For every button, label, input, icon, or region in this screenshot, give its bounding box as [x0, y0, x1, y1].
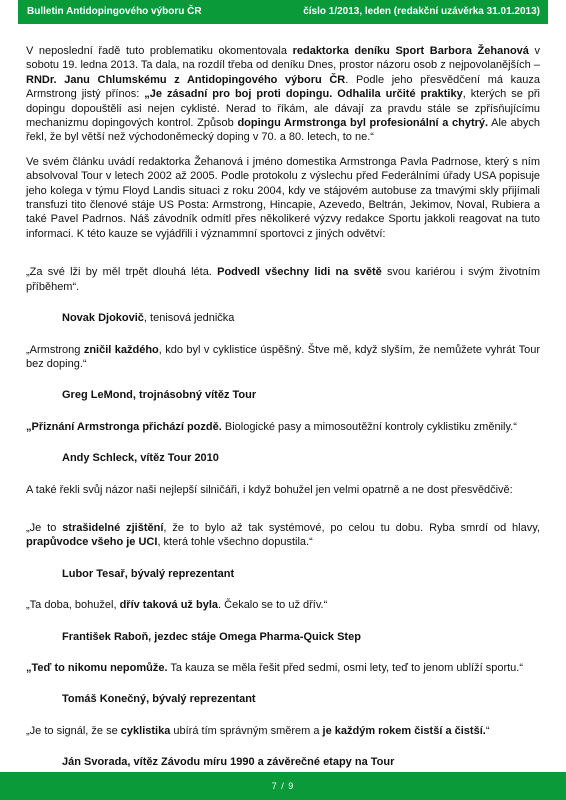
quote-author-rabon — [26, 630, 540, 644]
text-segment: . Čekalo se to už dřív.“ — [218, 599, 328, 612]
paragraph-interlude: A také řekli svůj názor naši nejlepší silničáři, i když bohužel jen velmi opatrně a ne dost přesvědčivě: — [26, 483, 513, 496]
text-segment: Ale abych řekl, že byl větší než východoněmecký doping v 70. a 80. letech, to ne.“ — [26, 117, 540, 144]
paragraph-padrnos — [26, 155, 540, 241]
text-segment: „Je to — [26, 521, 63, 534]
text-segment: , tenisová jednička — [143, 312, 235, 325]
text-segment: „Za své lži by měl trpět dlouhá léta. — [26, 266, 218, 279]
bold-text-segment: Ján Svorada, vítěz Závodu míru 1990 a závěrečné etapy na Tour — [62, 756, 395, 769]
bold-text-segment: František Raboň, jezdec stáje Omega Pharma-Quick Step — [62, 630, 361, 643]
paragraph-intro — [26, 44, 540, 145]
article-body — [26, 44, 540, 770]
bold-text-segment: dopingu Armstronga byl profesionální a chytrý. — [237, 117, 489, 130]
text-segment: “ — [485, 724, 490, 737]
quote-tesar — [26, 521, 540, 550]
text-segment: „Ta doba, bohužel, — [26, 599, 120, 612]
page-number: 7 / 9 — [271, 781, 295, 791]
bold-text-segment: Podvedl všechny lidi na světě — [217, 266, 382, 279]
bold-text-segment: RNDr. Janu Chlumskému z Antidopingového výboru ČR — [26, 73, 346, 86]
bold-text-segment: redaktorka deníku Sport Barbora Žehanová — [292, 45, 529, 57]
quote-author-lemond — [26, 388, 540, 402]
quote-djokovic — [26, 265, 540, 294]
bold-text-segment: cyklistika — [120, 724, 171, 737]
text-segment: , kterých se při dopingu dopouštěli asi nejen cyklisté. Nerad to říkám, ale dávají za pravdu stále se zpřísňujícímu mechanizmu dopingových kontrol. Způsob — [26, 88, 541, 130]
bold-text-segment: Novak Djokovič — [62, 312, 144, 325]
text-segment: Ve svém článku uvádí redaktorka Žehanová i jméno domestika Armstronga Pavla Padrnose, který s ním absolvoval Tour v letech 2002 až 2005. Podle protokolu z výslechu před Federálními úřady USA popisuje jeho kolega v týmu Floyd Landis situaci z roku 2004, kdy ve stájovém autobuse za tmavými skly přijímali transfuzi tito členové stáje US Posta: Armstrong, Hincapie, Azevedo, Beltrán, Jekimov, Noval, Rubiera a také Pavel Padrnos. Náš závodník odmítl přes několikeré výzvy redakce Sportu jakkoli reagovat na tuto informaci. K této kauze se vyjádřili i význammní sportovci z jiných odvětví: — [26, 155, 540, 240]
text-segment: svou kariérou i svým životním příběhem“. — [26, 266, 540, 293]
text-segment: Ta kauza se měla řešit před sedmi, osmi lety, teď to jenom ublíží sportu.“ — [167, 661, 523, 674]
text-segment: ubírá tím správným směrem a — [170, 724, 323, 737]
bold-text-segment: Tomáš Konečný, bývalý reprezentant — [62, 693, 256, 706]
quote-author-tesar — [26, 567, 540, 581]
text-segment: V neposlední řadě tuto problematiku okomentovala — [26, 45, 293, 57]
bold-text-segment: dřív taková už byla — [119, 599, 219, 612]
bulletin-header — [18, 0, 548, 24]
bold-text-segment: Greg LeMond, trojnásobný vítěz Tour — [62, 389, 257, 402]
bold-text-segment: zničil každého — [83, 343, 159, 356]
quote-author-schleck — [26, 451, 540, 465]
bold-text-segment: Lubor Tesař, bývalý reprezentant — [62, 567, 235, 580]
text-segment: , která tohle všechno dopustila.“ — [157, 536, 313, 549]
quote-rabon — [26, 598, 540, 612]
quote-konecny — [26, 661, 540, 675]
page-footer — [0, 772, 566, 800]
quote-schleck — [26, 420, 540, 434]
quote-author-svorada — [26, 755, 540, 769]
bold-text-segment: „Přiznání Armstronga přichází pozdě. — [26, 420, 222, 433]
text-segment: „Armstrong — [26, 343, 84, 356]
quote-lemond — [26, 343, 540, 372]
issue-info: číslo 1/2013, leden (redakční uzávěrka 31.01.2013) — [303, 6, 540, 17]
bold-text-segment: Andy Schleck, vítěz Tour 2010 — [62, 452, 219, 465]
bold-text-segment: je každým rokem čistší a čistší. — [322, 724, 486, 737]
text-segment: . Podle jeho přesvědčení má kauza Armstrong jistý přínos: — [26, 73, 541, 101]
bold-text-segment: strašidelné zjištění — [62, 521, 164, 534]
text-segment: Biologické pasy a mimosoutěžní kontroly cyklistiku změnily.“ — [221, 420, 517, 433]
quote-author-djokovic — [26, 311, 540, 325]
text-segment: , že to bylo až tak systémové, po celou tu dobu. Ryba smrdí od hlavy, — [163, 521, 540, 534]
quote-author-konecny — [26, 692, 540, 706]
text-segment: v sobotu 19. ledna 2013. Ta dala, na rozdíl třeba od deníku Dnes, prostor názoru osob z nejpovolanějších – — [26, 45, 541, 72]
bold-text-segment: „Teď to nikomu nepomůže. — [26, 661, 168, 674]
quote-svorada — [26, 724, 540, 738]
bulletin-title: Bulletin Antidopingového výboru ČR — [27, 6, 202, 17]
bold-text-segment: „Je zásadní pro boj proti dopingu. Odhalila určité praktiky — [144, 88, 463, 101]
bold-text-segment: prapůvodce všeho je UCI — [26, 536, 158, 549]
text-segment: „Je to signál, že se — [26, 724, 121, 737]
text-segment: , kdo byl v cyklistice úspěšný. Štve mě, když slyším, že nemůžete vyhrát Tour bez doping.“ — [26, 343, 540, 370]
